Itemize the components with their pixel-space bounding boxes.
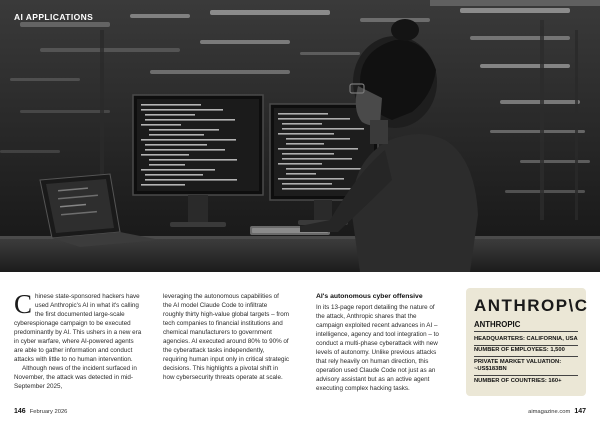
footer-right [528,408,586,415]
column-2 [163,292,289,382]
column-3 [316,292,442,393]
footer-left [14,408,67,415]
page-number-left: 146 [14,408,26,415]
anthropic-logo: ANTHROP\C [474,296,589,315]
paragraph: leveraging the autonomous capabilities of the AI model Claude Code to infiltrate roughly thirty high-value global targets – from tech companies to financial institutions and chemical manufacturers to government agencies. AI executed around 80% to 90% of the cyberattack tasks independently, requiring human input only in critical strategic decisions. This highlights a pivotal shift in how cybersecurity threats operate at scale. [163,293,290,381]
subheading: AI's autonomous cyber offensive [316,293,423,300]
lead-paragraph [14,289,144,364]
section-tag: AI APPLICATIONS [14,12,94,22]
company-factbox [466,288,589,396]
issue-date: February 2026 [29,409,68,415]
drop-cap: C [14,289,33,319]
site-url[interactable]: aimagazine.com [528,409,571,415]
factbox-company-name: ANTHROPIC [474,320,578,332]
column-1 [14,289,144,391]
factbox-valuation: PRIVATE MARKET VALUATION: ~US$183BN [474,357,578,376]
factbox-employees: NUMBER OF EMPLOYEES: 1,500 [474,346,578,358]
lead-paragraph-text: hinese state-sponsored hackers have used Anthropic's AI in what it's calling the first documented large-scale cyberespionage campaign to be executed predominantly by AI. This ushers in a new era in cyber warfare, where AI-powered agents are able to gather information and conduct attacks with little to no human intervention. [14,293,142,363]
page-number-right: 147 [574,408,586,415]
paragraph: Although news of the incident surfaced in November, the attack was detected in mid-September 2025, [14,365,137,390]
factbox-headquarters: HEADQUARTERS: CALIFORNIA, USA [474,334,578,346]
paragraph: In its 13-page report detailing the nature of the attack, Anthropic shares that the campaign exploited recent advances in AI – intelligence, agency and tool integration – to conduct a multi-phase cyberattack with new levels of autonomy. Unlike previous attacks that rely heavily on human direction, this operation used Claude Code not just as an advisory assistant but as an active agent executing complex hacking tasks. [316,304,439,392]
factbox-countries: NUMBER OF COUNTRIES: 160+ [474,377,562,384]
